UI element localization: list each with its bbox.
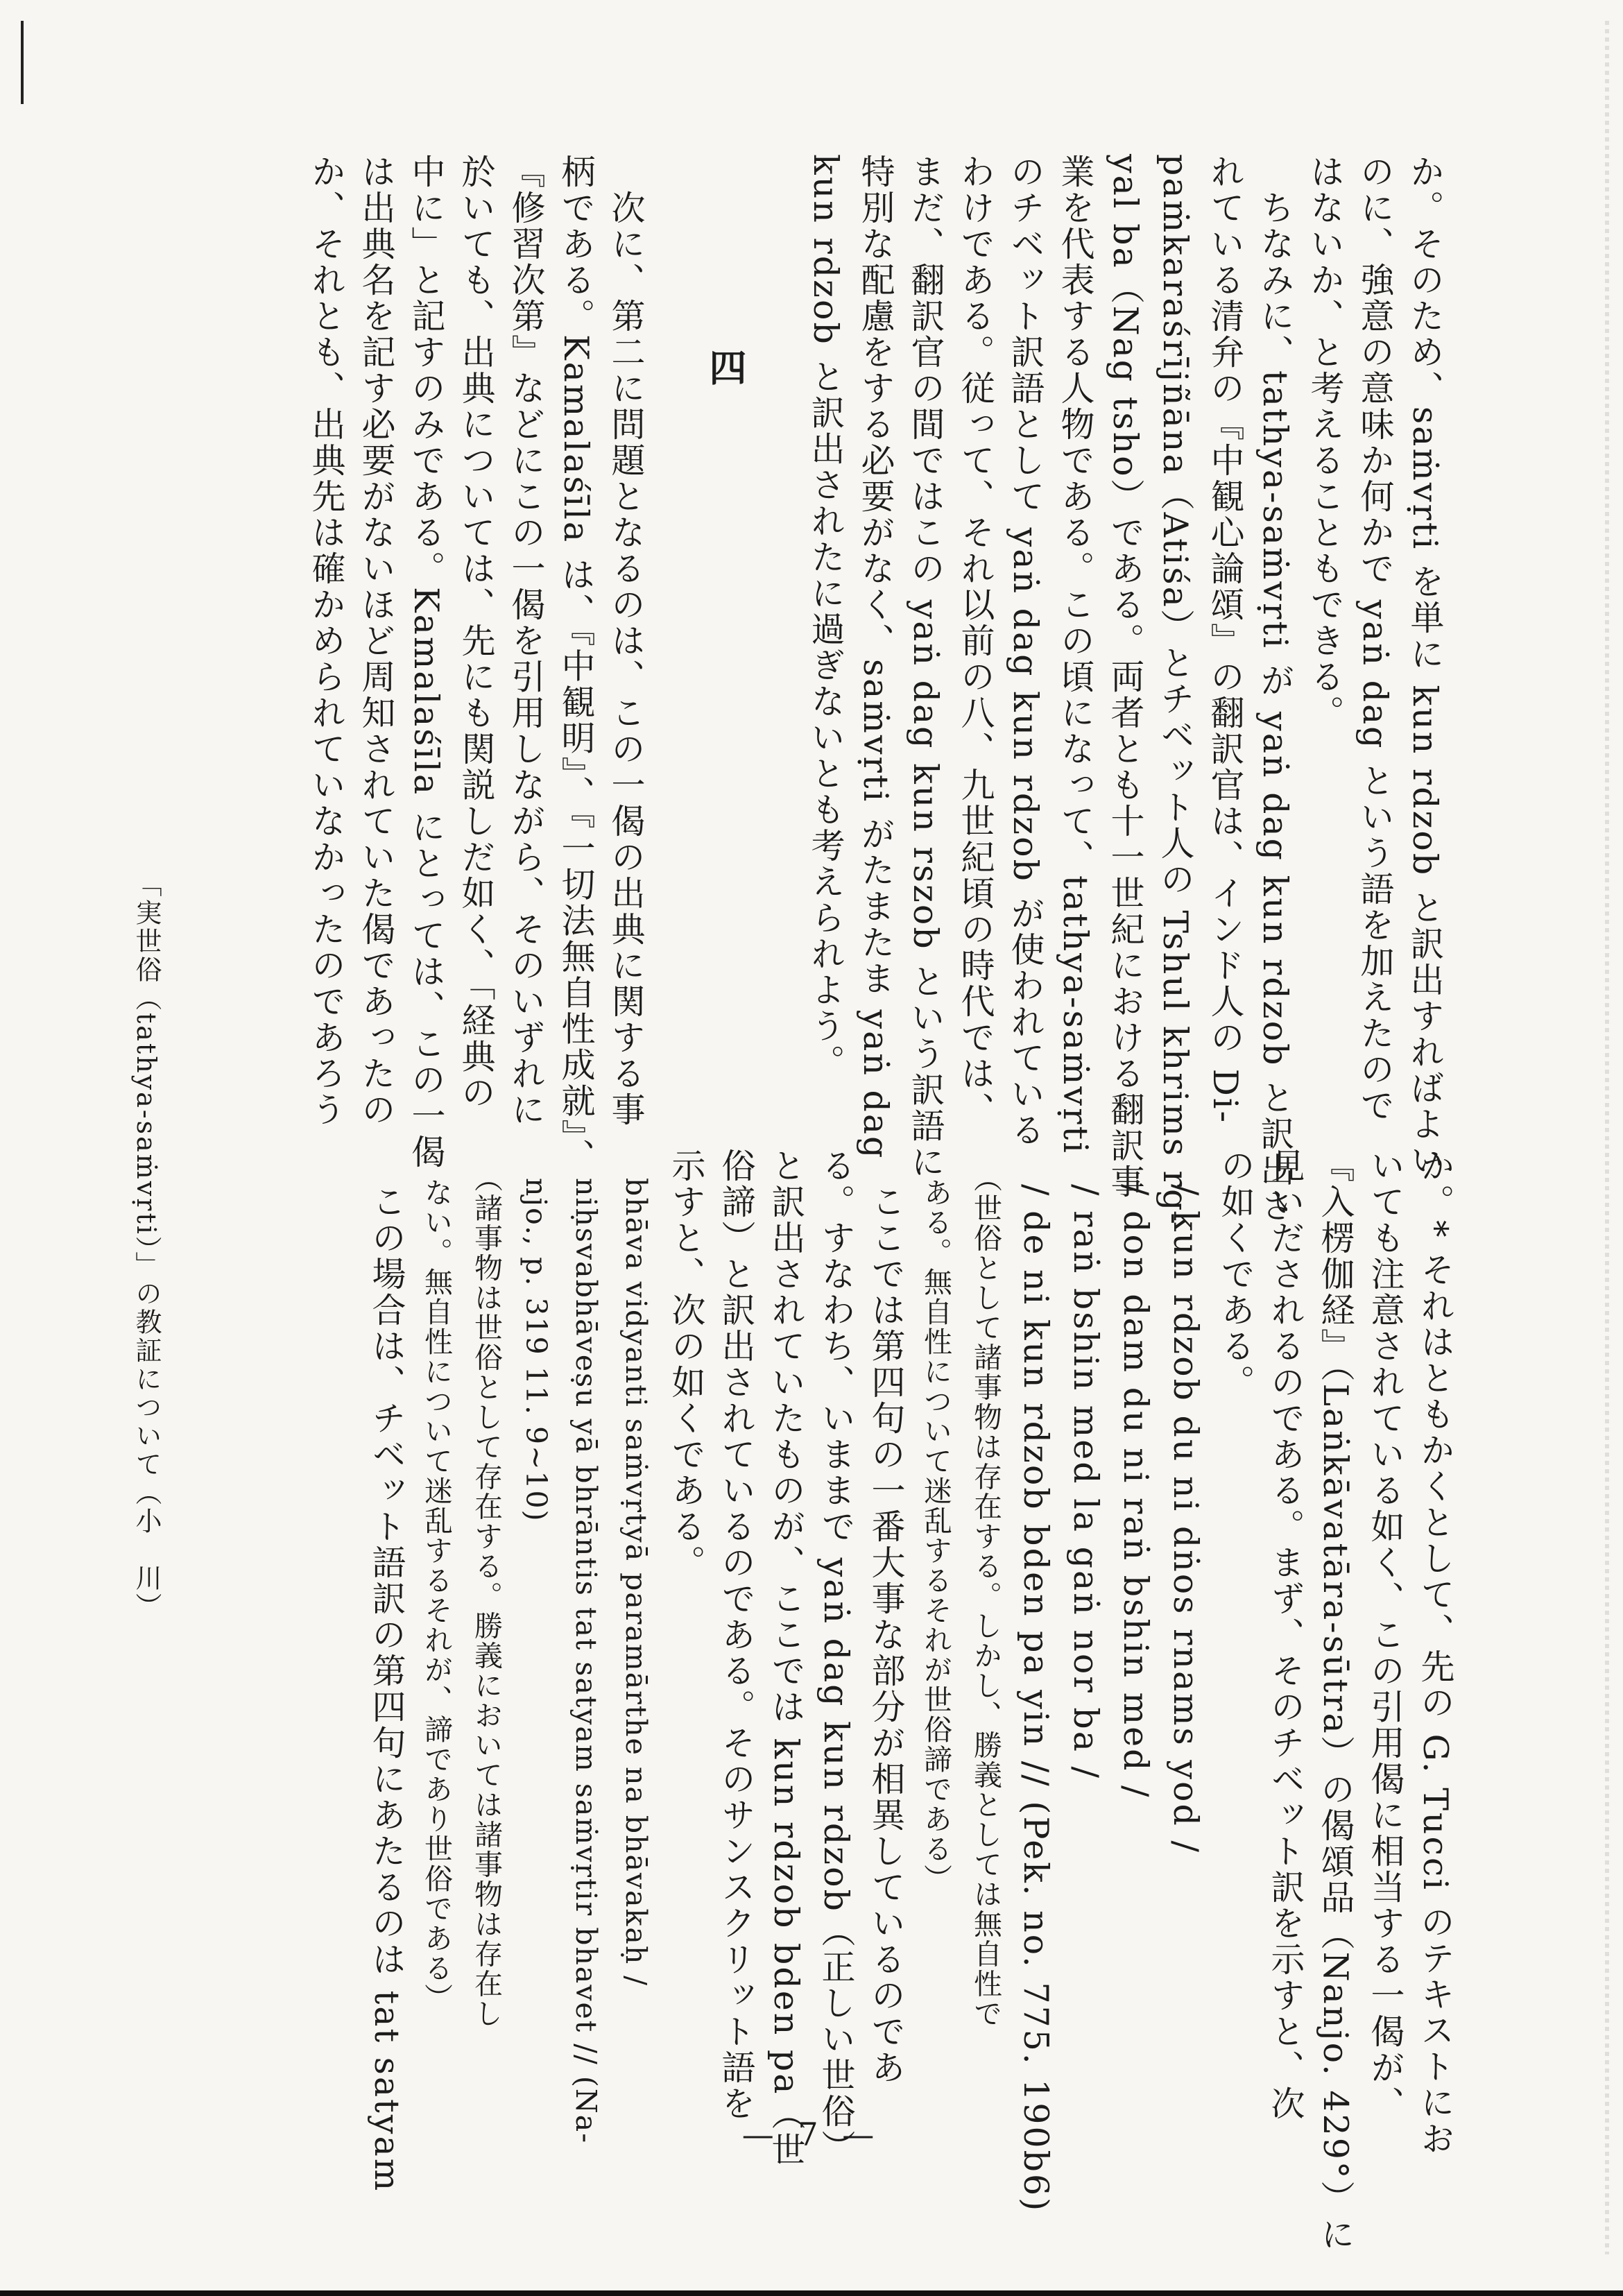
text-line: はないか、と考えることもできる。 bbox=[1305, 154, 1345, 731]
scan-edge bbox=[1605, 21, 1609, 2254]
verse-line: / kun rdzob du ni dṅos rnams yod / bbox=[1166, 1148, 1205, 1854]
text-line: いても注意されている如く、この引用偈に相当する一偈が、 bbox=[1366, 1148, 1405, 2122]
text-line: と訳出されていたものが、ここでは kun rdzob bden pa（世 bbox=[766, 1148, 806, 2168]
text-line: 俗諦）と訳出されているのである。そのサンスクリット語を bbox=[716, 1148, 756, 2122]
text-line: 示すと、次の如くである。 bbox=[667, 1148, 706, 1581]
translation-line: ある。無自性について迷乱するそれが世俗諦である） bbox=[919, 1148, 952, 1894]
text-line: 於いても、出典については、先にも関説しだ如く、「経典の bbox=[456, 154, 496, 1111]
verse-line: niḥsvabhāveṣu yā bhrāntis tat satyam saṁvṛtir bhavet // (Na- bbox=[569, 1148, 603, 2145]
running-footer bbox=[121, 871, 171, 1621]
text-line: この場合は、チベット語訳の第四句にあたるのは tat satyam bbox=[367, 1148, 406, 2193]
text-line: 中に」と記すのみである。Kamalaśīla にとっては、この一偈 bbox=[406, 154, 446, 1170]
verse-line: / raṅ bshin med la gaṅ nor ba / bbox=[1066, 1148, 1106, 1781]
text-line: 見いだされるのである。まず、そのチベット訳を示すと、次 bbox=[1266, 1148, 1305, 2122]
text-line: れている清弁の『中観心論頌』の翻訳官は、インド人の Di- bbox=[1205, 154, 1245, 1125]
footer-title: 「実世俗（tathya-saṁvṛti）」の教証について（小 川） bbox=[131, 871, 162, 1621]
text-line: か。そのため、saṁvṛti を単に kun rdzob と訳出すればよい bbox=[1405, 154, 1445, 1179]
margin-mark bbox=[21, 49, 24, 104]
text-line: paṁkaraśrījñāna（Atiśa）とチベット人の Tshul khrims rg- bbox=[1156, 154, 1195, 1226]
verse-line: / don dam du ni raṅ bshin med / bbox=[1116, 1148, 1156, 1799]
text-line: 業を代表する人物である。この頃になって、tathya-saṁvṛti bbox=[1056, 154, 1095, 1155]
text-line: 柄である。Kamalaśīla は、『中観明』、『一切法無自性成就』、 bbox=[556, 154, 596, 1174]
page-number: — 7 — bbox=[741, 2116, 882, 2153]
verse-line: / de ni kun rdzob bden pa yin // (Pek. no. 775. 190b6) bbox=[1016, 1148, 1056, 2213]
verse-line: bhāva vidyanti saṁvṛtyā paramārthe na bhāvakaḥ / bbox=[619, 1148, 653, 1987]
upper-text-block bbox=[301, 154, 1450, 1226]
text-line: の如くである。 bbox=[1216, 1148, 1255, 1400]
text-line: のチベット訳語として yaṅ dag kun rdzob が使われている bbox=[1006, 154, 1045, 1149]
text-line: yal ba（Nag tsho）である。両者とも十一世紀における翻訳事 bbox=[1106, 154, 1145, 1200]
verse-line: njo., p. 319 11. 9~10) bbox=[519, 1148, 553, 1523]
translation-line: （世俗として諸事物は存在する。しかし、勝義としては無自性で bbox=[969, 1148, 1002, 2029]
text-line: ちなみに、tathya-saṁvṛti が yaṅ dag kun rdzob と訳出さ bbox=[1255, 154, 1295, 1225]
translation-line: ない。無自性について迷乱するそれが、諦であり世俗である） bbox=[420, 1148, 453, 2013]
text-line: か、それとも、出典先は確かめられていなかったのであろう bbox=[307, 154, 346, 1128]
text-line: 『修習次第』などにこの一偈を引用しながら、そのいずれに bbox=[506, 154, 546, 1128]
section-heading: 四 bbox=[703, 348, 748, 390]
text-line: わけである。従って、それ以前の八、九世紀頃の時代では、 bbox=[956, 154, 995, 1128]
bottom-rule bbox=[0, 2290, 1623, 2296]
text-line: 『入楞伽経』（Laṅkāvatāra-sūtra）の偈頌品（Nanjo. 429°）に bbox=[1316, 1148, 1355, 2253]
lower-text-block bbox=[361, 1148, 1460, 2253]
text-line: る。すなわち、いままで yaṅ dag kun rdzob（正しい世俗） bbox=[816, 1148, 856, 2166]
translation-line: （諸事物は世俗として存在する。勝義においては諸事物は存在し bbox=[470, 1148, 503, 2029]
text-line: 次に、第二に問題となるのは、この一偈の出典に関する事 bbox=[606, 154, 646, 1128]
text-line: まだ、翻訳官の間ではこの yaṅ dag kun rszob という訳語に bbox=[906, 154, 945, 1181]
text-line: kun rdzob と訳出されたに過ぎないとも考えられよう。 bbox=[806, 154, 845, 1081]
text-line: ここでは第四句の一番大事な部分が相異しているのであ bbox=[866, 1148, 906, 2086]
text-line: は出典名を記す必要がないほど周知されていた偈であったの bbox=[357, 154, 396, 1128]
text-line: 特別な配慮をする必要がなく、saṁvṛti がたまたま yaṅ dag bbox=[856, 154, 895, 1160]
text-line: か。* それはともかくとして、先の G. Tucci のテキストにお bbox=[1416, 1148, 1455, 2157]
text-line: のに、強意の意味か何かで yaṅ dag という語を加えたので bbox=[1355, 154, 1395, 1124]
